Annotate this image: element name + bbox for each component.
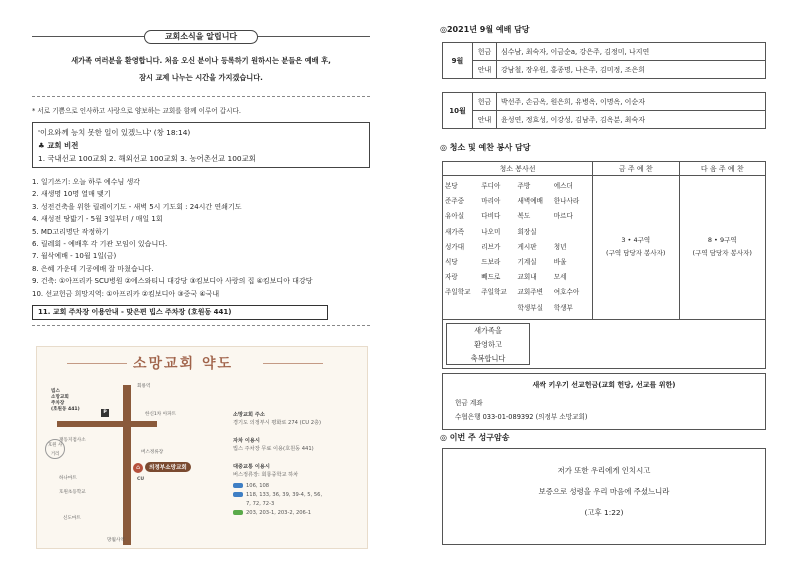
verse-line: 저가 또한 우리에게 인치시고 [557, 466, 651, 475]
clean-area-name [445, 301, 481, 316]
clean-area-name: 드보라 [481, 257, 501, 266]
newcomer-line: 환영하고 [474, 340, 502, 349]
news-list [32, 176, 370, 300]
clean-area-name: 자랑 [445, 273, 458, 282]
map-label: 호원초등학교 [59, 490, 86, 495]
clean-area-name: 유아실 [445, 212, 465, 221]
divider [263, 363, 323, 364]
verse-reference: (고후 1:22) [584, 508, 624, 517]
right-page [438, 22, 778, 542]
list-item: 3. 성전건축을 위한 릴레이기도 - 새벽 5시 기도회 : 24시간 연쇄기도 [32, 202, 242, 211]
map-label: 신도마트 [63, 516, 81, 521]
month-cell: 10월 [443, 93, 473, 129]
map-info-title: 소망교회 주소 [233, 412, 265, 418]
clean-area-name [554, 225, 590, 240]
clean-area-name: 학생부실 [517, 303, 543, 312]
bus-route-text: 7, 72, 72-3 [246, 501, 275, 507]
this-week-area: 3 • 4구역 [621, 236, 651, 245]
table-row [443, 43, 766, 61]
vision-box [32, 122, 370, 168]
list-item: 1. 일기쓰기: 오늘 하루 예수님 생각 [32, 178, 141, 186]
map-label: 회룡역 [137, 384, 151, 389]
intersection-label: 호원 사거리 [45, 439, 65, 459]
church-label: 의정부소망교회 [145, 462, 191, 472]
divider [67, 363, 127, 364]
list-item: 10. 선교헌금 희망지역: ①아프리카 ②킴보디아 ③중국 ④국내 [32, 289, 220, 298]
church-map [36, 346, 368, 549]
clean-area-name: 리브가 [481, 242, 501, 251]
bus-icon [233, 510, 243, 515]
verse-heading: ◎ 이번 주 성구암송 [440, 433, 510, 442]
clean-area-name: 새벽예배 [517, 197, 543, 206]
clean-area-name: 마르다 [553, 212, 573, 221]
clean-area-name: 에스더 [553, 182, 573, 190]
column-header: 청소 봉사선 [443, 162, 593, 176]
newcomer-line: 축복합니다 [470, 354, 506, 363]
clean-area-name: 바울 [553, 257, 567, 266]
table-row [443, 111, 766, 129]
clean-area-name: 성가대 [445, 242, 465, 251]
duty-table-oct [442, 92, 766, 129]
role-cell: 헌금 [473, 43, 497, 61]
map-label: CU [137, 477, 145, 482]
map-label: 버스정류장 [141, 450, 164, 455]
welcome-message [32, 52, 370, 86]
parking-notice: 11. 교회 주차장 이용안내 - 맞은편 빕스 주차장 (호원동 441) [32, 305, 328, 320]
news-title: 교회소식을 알립니다 [144, 30, 258, 44]
left-page [32, 22, 370, 542]
bus-route-text: 203, 203-1, 203-2, 206-1 [246, 510, 312, 516]
clean-area-name: 게시판 [517, 242, 537, 251]
clean-area-name: 본당 [445, 182, 458, 190]
role-cell: 안내 [473, 111, 497, 129]
duty-heading: ◎2021년 9월 예배 담당 [440, 25, 530, 34]
parking-icon: P [101, 409, 109, 417]
role-cell: 헌금 [473, 93, 497, 111]
bus-route-text: 118, 133, 36, 39, 39-4, 5, 56, [246, 492, 323, 498]
map-label: 하나마트 [59, 476, 77, 481]
names-cell: 박선주, 손금옥, 원은희, 유병옥, 이명옥, 이순자 [497, 93, 766, 111]
clean-area-name: 새가족 [445, 227, 465, 236]
map-label: 재동지점사소 [59, 438, 86, 443]
clean-areas-cell [443, 176, 593, 320]
clean-area-name [481, 301, 517, 316]
list-item: 2. 새생명 10명 열매 맺기 [32, 190, 111, 199]
clean-areas-grid [443, 176, 592, 319]
table-row [443, 176, 766, 320]
table-row [443, 61, 766, 79]
list-item: 8. 은혜 가운데 기공예배 잘 마쳤습니다. [32, 264, 154, 273]
column-header: 금 주 예 찬 [593, 162, 680, 176]
month-cell: 9월 [443, 43, 473, 79]
welcome-line: 잠시 교제 나누는 시간을 가지겠습니다. [139, 73, 263, 82]
map-label: 한신1차 아파트 [145, 412, 177, 417]
bus-icon [233, 492, 243, 497]
clean-area-name: 다비다 [481, 212, 501, 221]
role-cell: 안내 [473, 61, 497, 79]
list-item: 5. MD고리명단 작정하기 [32, 227, 109, 236]
map-info-text: 경기도 의정부시 평화로 274 (CU 2층) [233, 420, 322, 426]
map-label: 망월사역 [107, 538, 125, 543]
list-item: 6. 릴레회 - 예배후 각 기관 모임이 있습니다. [32, 239, 168, 248]
names-cell: 심수남, 최숙자, 이금순a, 강은주, 김정미, 나지연 [497, 43, 766, 61]
vision-items: 1. 국내선교 100교회 2. 해외선교 100교회 3. 농어촌선교 100교회 [38, 154, 256, 163]
clean-area-name: 복도 [517, 212, 531, 221]
duty-table-sep [442, 42, 766, 79]
welcome-line: 새가족 여러분을 환영합니다. 처음 오신 분이나 등록하기 원하시는 분들은 예배 후, [71, 56, 331, 65]
clean-area-name: 빼드로 [481, 273, 501, 282]
map-info-title: 대중교통 이용시 [233, 464, 270, 470]
clean-area-name: 주일학교 [445, 288, 471, 297]
mission-title: 새싹 키우기 선교헌금(교회 헌당, 선교를 위한) [532, 381, 676, 389]
this-week-cell [593, 176, 680, 320]
bus-route [233, 492, 322, 498]
clean-area-name: 회장실 [517, 227, 537, 236]
clean-area-name: 마리아 [481, 197, 501, 206]
map-info-text: 버스정류장: 회룡중학교 하차 [233, 472, 299, 478]
clean-heading: ◎ 청소 및 예찬 봉사 담당 [440, 143, 531, 152]
parking-label: 빕스 소망교회 주차장 (호원동 441) [51, 389, 80, 412]
clean-table [442, 161, 766, 320]
names-cell: 윤성연, 정효성, 이강성, 김남주, 김옥분, 최숙자 [497, 111, 766, 129]
clean-area-name: 주일학교 [481, 288, 507, 297]
news-header [32, 30, 370, 42]
column-header: 다 음 주 예 찬 [679, 162, 766, 176]
names-cell: 강남철, 장우원, 홍종명, 나은주, 김미정, 조은희 [497, 61, 766, 79]
clean-area-name: 학생부 [553, 303, 573, 312]
map-title: 소망교회 약도 [133, 356, 234, 372]
vision-label: ♣ 교회 비전 [38, 141, 79, 150]
table-row [443, 162, 766, 176]
next-week-sub: (구역 담당자 봉사자) [692, 249, 752, 258]
road [123, 385, 131, 545]
greet-note: * 서로 기쁨으로 인사하고 사랑으로 양보하는 교회를 함께 이루어 갑시다. [32, 107, 241, 115]
verse-box [442, 448, 766, 545]
clean-area-name: 준주중 [445, 197, 465, 206]
clean-area-name: 한나사라 [553, 197, 580, 206]
verse-line: 보증으로 성령을 우리 마음에 주셨느니라 [538, 487, 670, 496]
clean-area-name: 기계실 [517, 257, 537, 266]
this-week-sub: (구역 담당자 봉사자) [606, 249, 666, 258]
mission-account-label: 헌금 계좌 [455, 399, 483, 407]
list-item: 4. 새성전 땅밟기 - 5월 3일부터 / 매일 1회 [32, 215, 163, 224]
map-info-text: 빕스 주차장 무료 이용(호원동 441) [233, 446, 314, 452]
clean-area-name: 루디아 [481, 182, 501, 190]
road [57, 421, 157, 427]
map-info-title: 자차 이용시 [233, 438, 260, 444]
clean-area-name: 교회내 [517, 273, 537, 282]
clean-area-name: 청년 [553, 242, 567, 251]
list-item: 7. 월삭예배 - 10월 1일(금) [32, 252, 117, 261]
vision-verse: '이요와께 능치 못한 일이 있겠느냐' (창 18:14) [38, 128, 191, 137]
newcomer-line: 새가족을 [474, 326, 502, 335]
location-pin-icon: ⌂ [133, 463, 143, 473]
clean-area-name: 모세 [553, 273, 567, 282]
next-week-cell [679, 176, 766, 320]
table-row [443, 93, 766, 111]
mission-account: 수협은행 033-01-089392 (의정부 소망교회) [455, 413, 588, 421]
bus-icon [233, 483, 243, 488]
next-week-area: 8 • 9구역 [707, 236, 737, 245]
clean-area-name: 교회주변 [517, 288, 543, 297]
newcomer-box [442, 319, 766, 369]
divider [32, 325, 370, 326]
clean-area-name: 주방 [517, 182, 531, 190]
divider [32, 96, 370, 97]
mission-offering-box [442, 373, 766, 430]
clean-area-name: 식당 [445, 257, 458, 266]
newcomer-message [446, 323, 530, 365]
bus-route-text: 106, 108 [246, 483, 270, 489]
bus-route [233, 483, 269, 489]
clean-area-name: 나오미 [481, 227, 501, 236]
list-item: 9. 건축: ①아프리카 SCU병원 ②에스와티니 대강당 ③킴보디아 사랑의 집 ④킴보디아 대강당 [32, 277, 313, 286]
clean-area-name: 여호수아 [553, 288, 580, 297]
bus-route [233, 510, 311, 516]
